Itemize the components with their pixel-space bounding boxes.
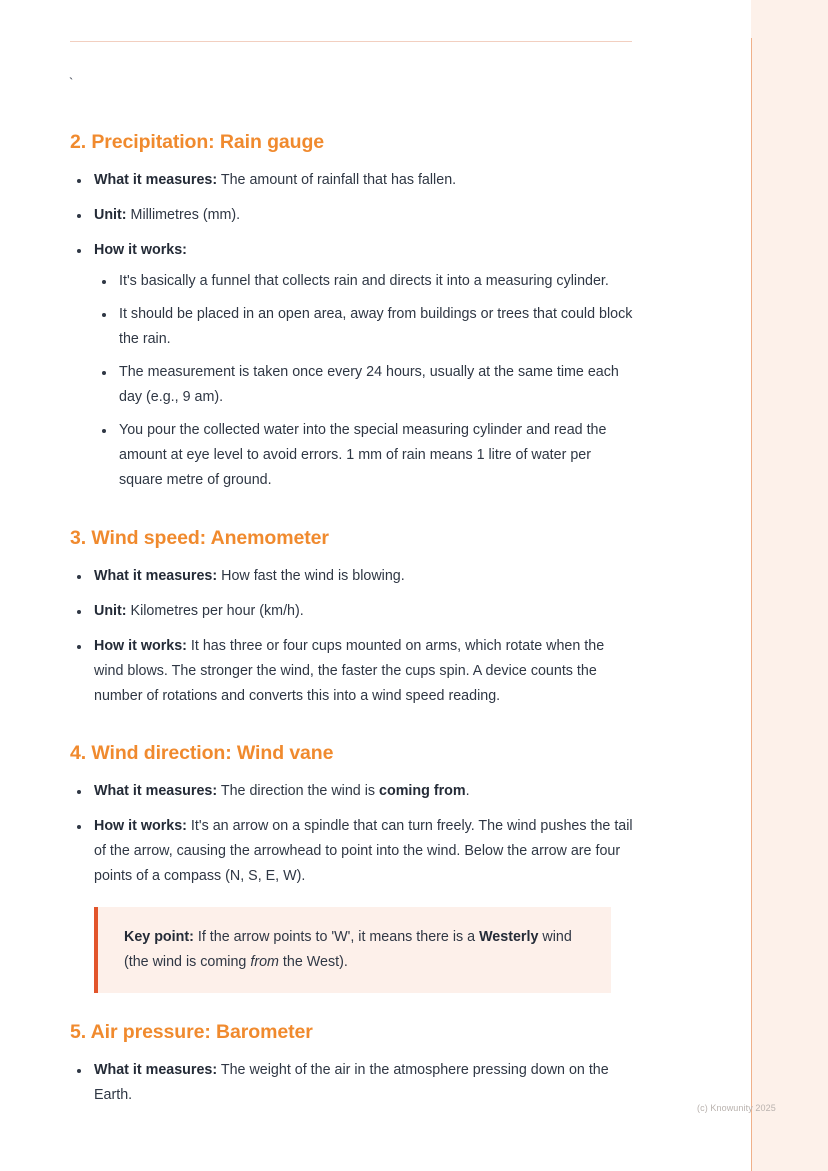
list-item	[70, 779, 635, 804]
item-label: Unit:	[94, 207, 127, 223]
item-text: How fast the wind is blowing.	[217, 568, 405, 584]
section-list-air-pressure	[70, 1058, 635, 1108]
sub-list-how-it-works	[94, 269, 635, 493]
item-label: What it measures:	[94, 172, 218, 188]
list-item	[70, 203, 635, 228]
stray-mark: `	[69, 75, 74, 90]
item-text: It's an arrow on a spindle that can turn freely. The wind pushes the tail of the arrow, causing the arrowhead to point into the wind. Below the arrow are four points of a compass (N, S, E, W).	[94, 818, 633, 884]
callout-mid: wind (the wind is coming	[124, 929, 572, 970]
item-label: What it measures:	[94, 568, 218, 584]
sub-list-item: It's basically a funnel that collects rain and directs it into a measuring cylinder.	[94, 269, 635, 294]
item-text: Kilometres per hour (km/h).	[126, 603, 304, 619]
sub-list-item: The measurement is taken once every 24 hours, usually at the same time each day (e.g., 9 am).	[94, 360, 635, 410]
section-heading-wind-speed: 3. Wind speed: Anemometer	[70, 527, 329, 549]
list-item	[70, 634, 635, 709]
sub-list-item: You pour the collected water into the special measuring cylinder and read the amount at eye level to avoid errors. 1 mm of rain means 1 litre of water per square metre of ground.	[94, 418, 635, 493]
item-label: What it measures:	[94, 1062, 218, 1078]
list-item	[70, 238, 635, 493]
item-label: How it works:	[94, 242, 187, 258]
right-vertical-rule	[751, 38, 752, 1171]
callout-label: Key point:	[124, 929, 194, 945]
list-item	[70, 599, 635, 624]
section-list-precipitation	[70, 168, 635, 493]
list-item	[70, 168, 635, 193]
callout-bold: Westerly	[479, 929, 539, 945]
item-text-pre: The direction the wind is	[217, 783, 380, 799]
list-item	[70, 814, 635, 889]
section-list-wind-direction	[70, 779, 635, 889]
key-point-callout	[94, 907, 611, 993]
callout-text	[124, 925, 589, 975]
item-label: What it measures:	[94, 783, 218, 799]
item-text: The weight of the air in the atmosphere pressing down on the Earth.	[94, 1062, 609, 1103]
callout-italic: from	[250, 954, 279, 970]
item-text: Millimetres (mm).	[126, 207, 241, 223]
section-heading-wind-direction: 4. Wind direction: Wind vane	[70, 742, 334, 764]
item-text-post: .	[465, 783, 470, 799]
item-text: It has three or four cups mounted on arms, which rotate when the wind blows. The stronger the wind, the faster the cups spin. A device counts the number of rotations and converts this into a wind speed reading.	[94, 638, 605, 704]
right-decorative-band	[751, 0, 828, 1171]
item-text: The amount of rainfall that has fallen.	[217, 172, 457, 188]
callout-pre: If the arrow points to 'W', it means there is a	[193, 929, 480, 945]
section-heading-precipitation: 2. Precipitation: Rain gauge	[70, 131, 324, 153]
footer-credit: (c) Knowunity 2025	[697, 1103, 776, 1113]
callout-post: the West).	[278, 954, 348, 970]
item-text-bold: coming from	[379, 783, 466, 799]
sub-list-item: It should be placed in an open area, away from buildings or trees that could block the rain.	[94, 302, 635, 352]
list-item	[70, 564, 635, 589]
list-item	[70, 1058, 635, 1108]
item-label: Unit:	[94, 603, 127, 619]
document-content	[70, 0, 635, 1118]
section-heading-air-pressure: 5. Air pressure: Barometer	[70, 1021, 313, 1043]
item-label: How it works:	[94, 818, 187, 834]
section-list-wind-speed	[70, 564, 635, 709]
item-label: How it works:	[94, 638, 187, 654]
